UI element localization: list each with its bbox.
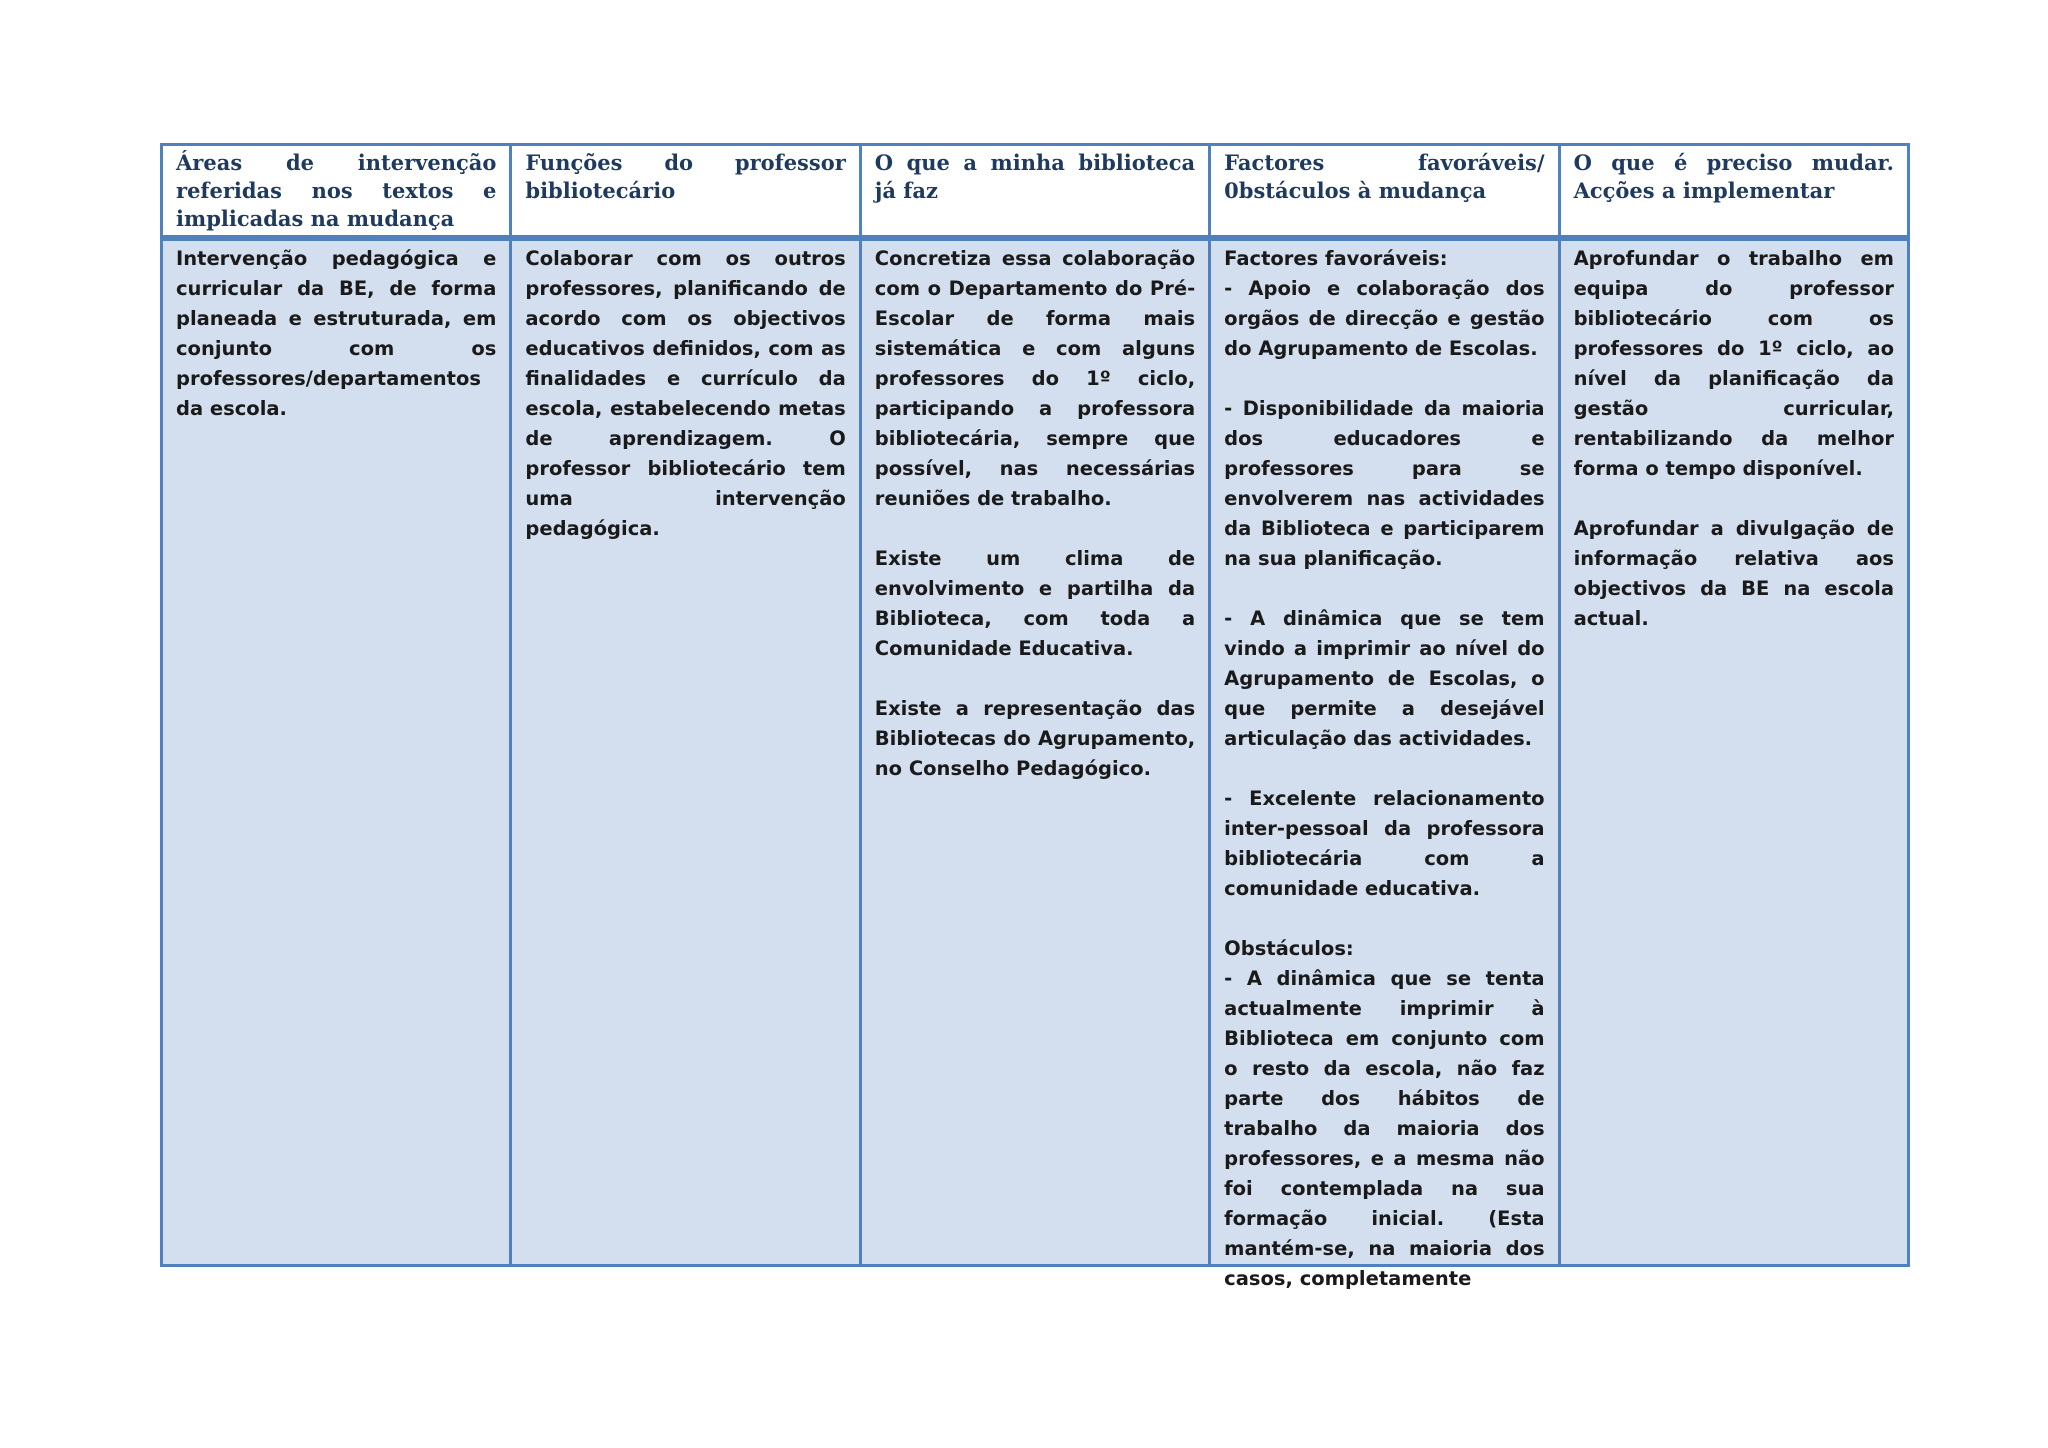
cell-text: Existe a representação das Bibliotecas do Agrupamento, no Conselho Pedagógico.: [874, 697, 1196, 780]
factores-favoraveis-title: Factores favoráveis:: [1224, 247, 1448, 270]
cell-funcoes-professor: [511, 238, 860, 1266]
table-header-row: [162, 145, 1909, 239]
cell-text: - Disponibilidade da maioria dos educadores e professores para se envolverem nas actividades da Biblioteca e participarem na sua planificação.: [1224, 397, 1545, 570]
header-funcoes-professor: Funções do professor bibliotecário: [511, 145, 860, 239]
cell-text: - Excelente relacionamento inter-pessoal da professora bibliotecária com a comunidade educativa.: [1224, 787, 1545, 900]
obstaculos-title: Obstáculos:: [1224, 937, 1354, 960]
cell-text: - A dinâmica que se tem vindo a imprimir ao nível do Agrupamento de Escolas, o que permite a desejável articulação das actividades.: [1224, 607, 1545, 750]
planning-table: [160, 143, 1910, 1290]
cell-text: Colaborar com os outros professores, planificando de acordo com os objectivos educativos definidos, com as finalidades e currículo da escola, estabelecendo metas de aprendizagem. O professor bibliotecário tem uma intervenção pedagógica.: [525, 247, 846, 540]
cell-text: - A dinâmica que se tenta actualmente imprimir à Biblioteca em conjunto com o resto da escola, não faz parte dos hábitos de trabalho da maioria dos professores, e a mesma não foi contemplada na sua formação inicial. (Esta mantém-se, na maioria dos casos, completamente: [1224, 967, 1545, 1290]
cell-text: Existe um clima de envolvimento e partilha da Biblioteca, com toda a Comunidade Educativa.: [874, 547, 1196, 660]
header-factores-obstaculos: Factores favoráveis/ 0bstáculos à mudança: [1210, 145, 1559, 239]
cell-o-que-mudar: [1559, 238, 1908, 1266]
cell-o-que-faz: [860, 238, 1209, 1266]
cell-text: Intervenção pedagógica e curricular da BE, de forma planeada e estruturada, em conjunto com os professores/departamentos da escola.: [176, 247, 497, 420]
cell-factores-obstaculos: [1210, 238, 1559, 1290]
cell-text: Aprofundar a divulgação de informação relativa aos objectivos da BE na escola actual.: [1573, 517, 1894, 630]
header-o-que-faz: O que a minha biblioteca já faz: [860, 145, 1209, 239]
table-row: [162, 238, 1909, 1266]
cell-text: - Apoio e colaboração dos orgãos de direcção e gestão do Agrupamento de Escolas.: [1224, 277, 1545, 360]
header-o-que-mudar: O que é preciso mudar. Acções a implementar: [1559, 145, 1908, 239]
cell-text: Aprofundar o trabalho em equipa do professor bibliotecário com os professores do 1º ciclo, ao nível da planificação da gestão curricular, rentabilizando da melhor forma o tempo disponível.: [1573, 247, 1894, 480]
cell-text: Concretiza essa colaboração com o Departamento do Pré-Escolar de forma mais sistemática e com alguns professores do 1º ciclo, participando a professora bibliotecária, sempre que possível, nas necessárias reuniões de trabalho.: [874, 247, 1196, 510]
cell-areas-intervencao: [162, 238, 511, 1266]
header-areas-intervencao: Áreas de intervenção referidas nos textos e implicadas na mudança: [162, 145, 511, 239]
